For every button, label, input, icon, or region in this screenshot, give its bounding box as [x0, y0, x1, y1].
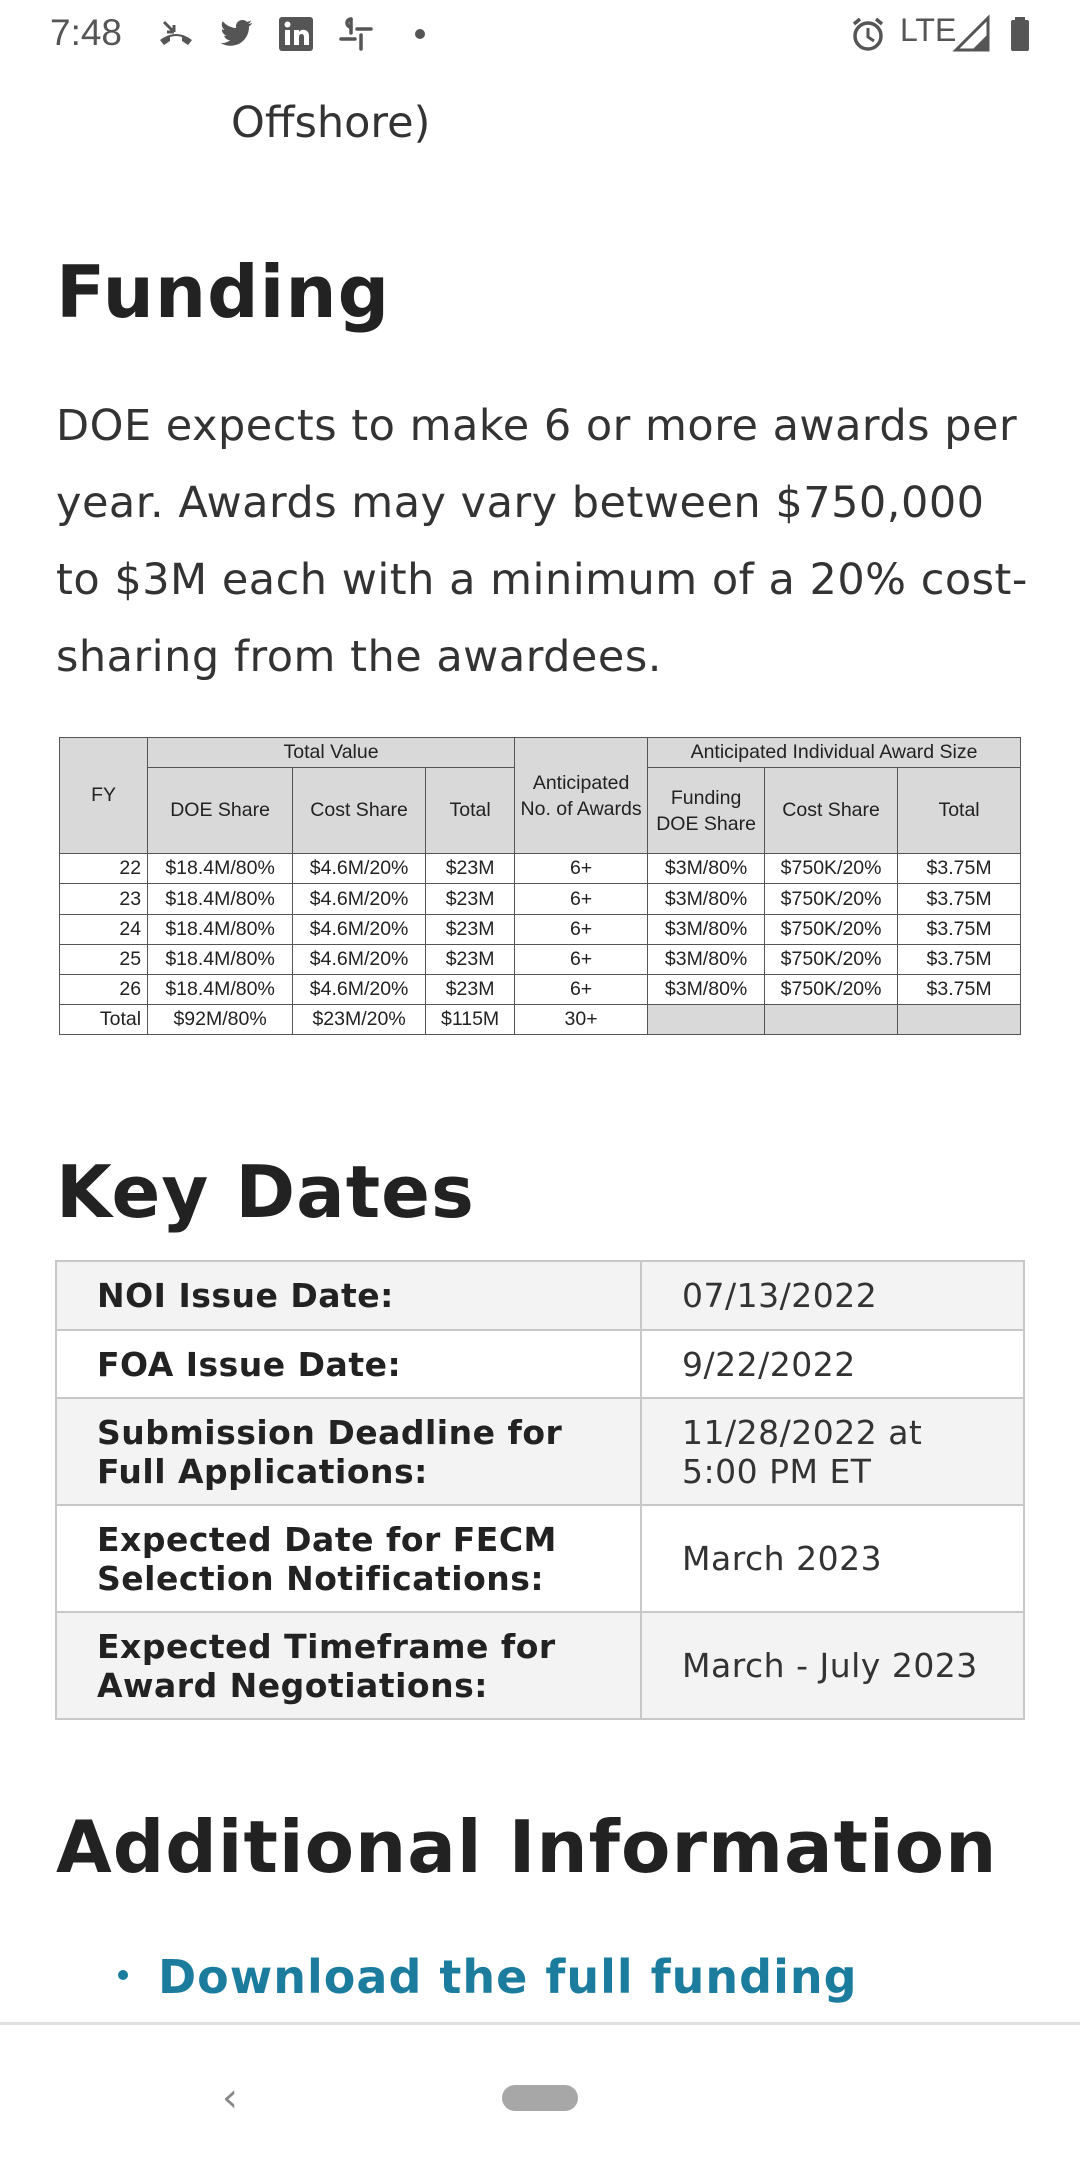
key-date-row	[56, 1398, 1024, 1505]
navigation-bar	[0, 2022, 1080, 2163]
offshore-text: Offshore)	[231, 98, 431, 148]
key-date-value: March - July 2023	[641, 1612, 1024, 1719]
cell-ind-doe: $3M/80%	[648, 884, 765, 914]
alarm-icon	[848, 14, 888, 54]
cell-ind-total: $3.75M	[898, 884, 1021, 914]
key-date-value: 11/28/2022 at 5:00 PM ET	[641, 1398, 1024, 1505]
key-date-label: Expected Date for FECM Selection Notifications:	[56, 1505, 641, 1612]
key-dates-table	[55, 1260, 1025, 1720]
key-date-label: NOI Issue Date:	[56, 1261, 641, 1330]
cell-cost-share: $4.6M/20%	[293, 914, 426, 944]
dot-icon	[400, 14, 440, 54]
header-ind-cost-share: Cost Share	[765, 768, 898, 854]
cell-doe-share: $18.4M/80%	[148, 974, 293, 1004]
cell-awards: 6+	[515, 974, 648, 1004]
cell-ind-doe: $3M/80%	[648, 974, 765, 1004]
key-date-label: FOA Issue Date:	[56, 1330, 641, 1398]
cell-total: $23M	[426, 884, 515, 914]
header-anticipated-awards: Anticipated No. of Awards	[515, 738, 648, 854]
additional-info-heading: Additional Information	[56, 1805, 998, 1889]
key-date-label: Expected Timeframe for Award Negotiations:	[56, 1612, 641, 1719]
cell-doe-share: $18.4M/80%	[148, 914, 293, 944]
cell-ind-total: $3.75M	[898, 974, 1021, 1004]
table-row	[60, 974, 1021, 1004]
cell-ind-total: $3.75M	[898, 944, 1021, 974]
key-date-label: Submission Deadline for Full Applications:	[56, 1398, 641, 1505]
header-total: Total	[426, 768, 515, 854]
cell-awards: 6+	[515, 884, 648, 914]
table-row	[60, 884, 1021, 914]
cell-total: $23M	[426, 944, 515, 974]
cell-ind-doe: $3M/80%	[648, 854, 765, 884]
cell-ind-doe: $3M/80%	[648, 944, 765, 974]
cell-ind-total: $3.75M	[898, 914, 1021, 944]
twitter-icon	[216, 14, 256, 54]
header-total-value: Total Value	[148, 738, 515, 768]
cell-awards-total: 30+	[515, 1004, 648, 1034]
battery-icon	[1000, 14, 1040, 54]
funding-paragraph: DOE expects to make 6 or more awards per year. Awards may vary between $750,000 to $3M each with a minimum of a 20% cost-sharing from the awardees.	[56, 401, 1028, 682]
header-ind-total: Total	[898, 768, 1021, 854]
home-pill-icon[interactable]	[502, 2085, 578, 2111]
slack-icon	[336, 14, 376, 54]
cell-ind-cost: $750K/20%	[765, 944, 898, 974]
header-fy: FY	[60, 738, 148, 854]
cell-cost-share: $4.6M/20%	[293, 974, 426, 1004]
cell-fy: 24	[60, 914, 148, 944]
cell-awards: 6+	[515, 854, 648, 884]
cell-cost-share-total: $23M/20%	[293, 1004, 426, 1034]
key-date-value: 9/22/2022	[641, 1330, 1024, 1398]
key-date-row	[56, 1612, 1024, 1719]
cell-doe-share: $18.4M/80%	[148, 884, 293, 914]
table-row	[60, 944, 1021, 974]
cell-cost-share: $4.6M/20%	[293, 884, 426, 914]
header-doe-share: DOE Share	[148, 768, 293, 854]
cell-fy: 22	[60, 854, 148, 884]
header-cost-share: Cost Share	[293, 768, 426, 854]
header-funding-doe-share: Funding DOE Share	[648, 768, 765, 854]
cell-fy: 26	[60, 974, 148, 1004]
cell-fy: 25	[60, 944, 148, 974]
key-date-row	[56, 1261, 1024, 1330]
linkedin-icon	[276, 14, 316, 54]
table-row	[60, 914, 1021, 944]
cell-fy-total: Total	[60, 1004, 148, 1034]
status-time: 7:48	[50, 12, 123, 53]
cell-total: $23M	[426, 854, 515, 884]
cell-ind-cost: $750K/20%	[765, 854, 898, 884]
cell-ind-cost: $750K/20%	[765, 974, 898, 1004]
cell-awards: 6+	[515, 944, 648, 974]
missed-call-icon	[156, 14, 196, 54]
cell-cost-share: $4.6M/20%	[293, 854, 426, 884]
funding-table	[59, 737, 1021, 1035]
cell-ind-cost: $750K/20%	[765, 884, 898, 914]
key-dates-heading: Key Dates	[56, 1150, 475, 1234]
network-label: LTE	[900, 12, 957, 48]
back-chevron-icon[interactable]: ‹	[222, 2075, 238, 2121]
download-funding-link[interactable]: Download the full funding	[158, 1950, 858, 2004]
cell-total: $23M	[426, 974, 515, 1004]
signal-icon	[952, 14, 992, 54]
key-date-row	[56, 1330, 1024, 1398]
cell-ind-cost: $750K/20%	[765, 914, 898, 944]
cell-ind-total: $3.75M	[898, 854, 1021, 884]
cell-doe-share-total: $92M/80%	[148, 1004, 293, 1034]
key-date-value: March 2023	[641, 1505, 1024, 1612]
key-date-row	[56, 1505, 1024, 1612]
cell-empty	[898, 1004, 1021, 1034]
funding-heading: Funding	[56, 250, 391, 334]
header-individual-award-size: Anticipated Individual Award Size	[648, 738, 1021, 768]
key-date-value: 07/13/2022	[641, 1261, 1024, 1330]
cell-empty	[765, 1004, 898, 1034]
cell-doe-share: $18.4M/80%	[148, 944, 293, 974]
cell-ind-doe: $3M/80%	[648, 914, 765, 944]
funding-table-image	[59, 737, 1021, 1035]
cell-total: $23M	[426, 914, 515, 944]
cell-awards: 6+	[515, 914, 648, 944]
bullet-dot-icon	[118, 1970, 128, 1980]
cell-total-total: $115M	[426, 1004, 515, 1034]
table-total-row	[60, 1004, 1021, 1034]
cell-cost-share: $4.6M/20%	[293, 944, 426, 974]
table-row	[60, 854, 1021, 884]
cell-doe-share: $18.4M/80%	[148, 854, 293, 884]
cell-empty	[648, 1004, 765, 1034]
cell-fy: 23	[60, 884, 148, 914]
status-bar	[0, 0, 1080, 66]
